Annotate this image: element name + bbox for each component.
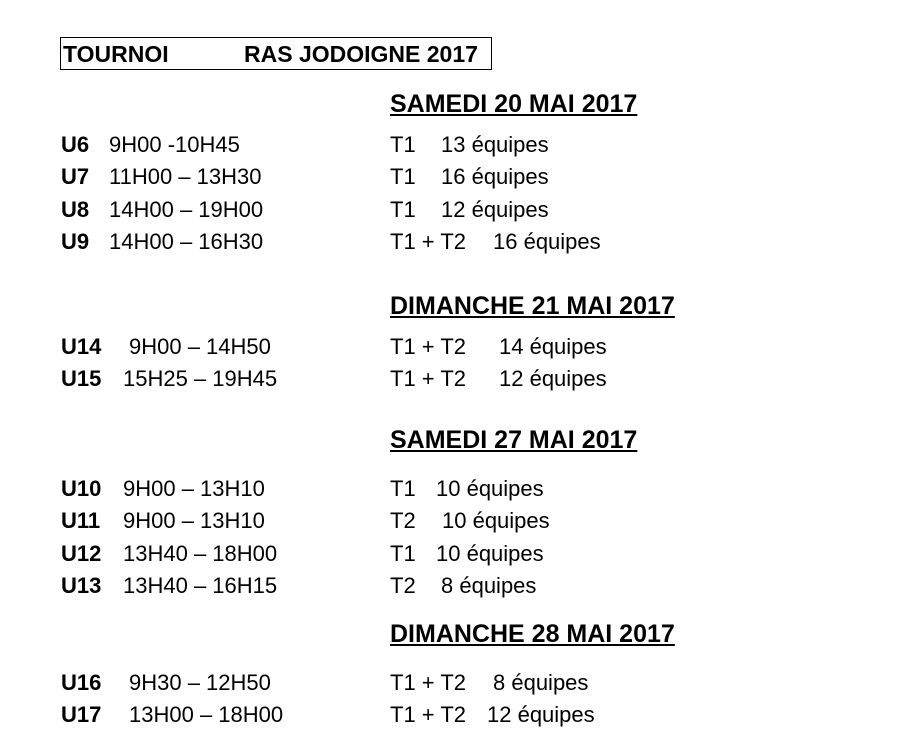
team-count: 13 équipes [441,132,549,157]
terrain-label: T1 + T2 [390,334,467,359]
team-count: 12 équipes [487,702,595,727]
category-label: U11 [61,508,101,533]
terrain-label: T1 [390,476,416,501]
time-range: 13H40 – 16H15 [123,573,278,598]
schedule-row [0,195,911,225]
schedule-row [0,474,911,504]
terrain-label: T1 + T2 [390,670,467,695]
team-count: 10 équipes [442,508,550,533]
team-count: 12 équipes [499,366,607,391]
schedule-row [0,130,911,160]
terrain-label: T1 + T2 [390,366,467,391]
schedule-row [0,539,911,569]
category-label: U6 [61,132,90,157]
schedule-row [0,227,911,257]
team-count: 12 équipes [441,197,549,222]
schedule-row [0,571,911,601]
category-label: U17 [61,702,102,727]
terrain-label: T1 + T2 [390,229,467,254]
team-count: 14 équipes [499,334,607,359]
team-count: 8 équipes [493,670,589,695]
category-label: U16 [61,670,102,695]
schedule-row [0,700,911,730]
terrain-label: T1 [390,197,416,222]
category-label: U12 [61,541,102,566]
time-range: 14H00 – 16H30 [109,229,264,254]
time-range: 13H40 – 18H00 [123,541,278,566]
tournament-name: RAS JODOIGNE 2017 [244,41,478,67]
day-heading: SAMEDI 20 MAI 2017 [390,90,638,118]
category-label: U8 [61,197,90,222]
team-count: 8 équipes [441,573,537,598]
time-range: 9H00 – 13H10 [123,476,265,501]
time-range: 9H00 – 14H50 [129,334,271,359]
schedule-row [0,668,911,698]
category-label: U13 [61,573,102,598]
tournament-title-box [60,37,492,70]
time-range: 13H00 – 18H00 [129,702,284,727]
team-count: 16 équipes [493,229,601,254]
schedule-row [0,332,911,362]
category-label: U9 [61,229,90,254]
terrain-label: T1 [390,132,416,157]
day-heading: SAMEDI 27 MAI 2017 [390,426,638,454]
terrain-label: T1 [390,164,416,189]
category-label: U14 [61,334,102,359]
day-heading: DIMANCHE 21 MAI 2017 [390,292,675,320]
terrain-label: T2 [390,508,416,533]
time-range: 9H00 – 13H10 [123,508,265,533]
schedule-row [0,506,911,536]
time-range: 11H00 – 13H30 [109,164,262,189]
time-range: 14H00 – 19H00 [109,197,264,222]
category-label: U15 [61,366,102,391]
terrain-label: T2 [390,573,416,598]
schedule-row [0,162,911,192]
time-range: 9H30 – 12H50 [129,670,271,695]
team-count: 10 équipes [436,476,544,501]
team-count: 10 équipes [436,541,544,566]
category-label: U10 [61,476,102,501]
category-label: U7 [61,164,90,189]
schedule-row [0,364,911,394]
day-heading: DIMANCHE 28 MAI 2017 [390,620,675,648]
time-range: 15H25 – 19H45 [123,366,278,391]
team-count: 16 équipes [441,164,549,189]
terrain-label: T1 + T2 [390,702,467,727]
time-range: 9H00 -10H45 [109,132,240,157]
terrain-label: T1 [390,541,416,566]
tournament-label: TOURNOI [63,41,169,67]
